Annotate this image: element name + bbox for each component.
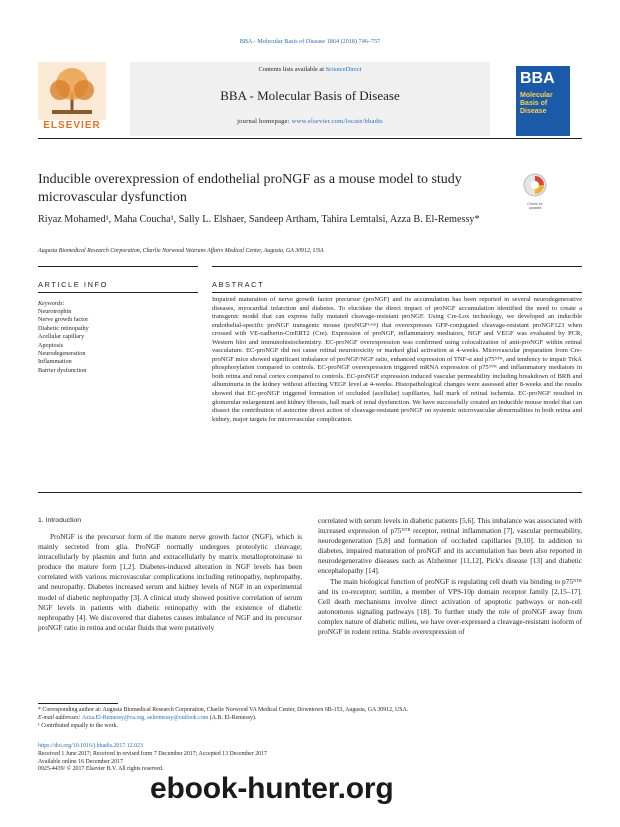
paragraph: correlated with serum levels in diabetic patients [5,6]. This imbalance was associated with increased expression of p75ᴺᵀᴿ receptor, retinal inflammation [7], vascular permeability, neurodegeneration [5,8] and formation of occluded capillaries [9,10]. In addition to diabetes, impaired maturation of proNGF and its accumulation has been also reported in neurodegenerative diseases such as Alzheimer [11,12], Pick's disease [13] and diabetic encephalopathy [14].: [318, 516, 582, 576]
received-dates: Received 1 June 2017; Received in revised form 7 December 2017; Accepted 13 December 2017: [38, 750, 268, 757]
contents-prefix: Contents lists available at: [258, 66, 326, 73]
crossmark-badge[interactable]: [521, 173, 549, 210]
abstract-top-divider: [212, 292, 582, 293]
abstract-heading: ABSTRACT: [212, 280, 265, 289]
footnote-divider: [38, 703, 118, 704]
crossmark-label: Check for updates: [527, 202, 543, 210]
body-column-right: [318, 516, 582, 637]
elsevier-tree-icon: [38, 62, 106, 120]
homepage-link[interactable]: www.elsevier.com/locate/bbadis: [291, 118, 383, 125]
journal-masthead: [130, 62, 490, 136]
watermark-text: ebook-hunter.org: [150, 772, 394, 805]
email-owner: (A.B. El-Remessy).: [208, 715, 257, 721]
corresponding-author-note: * Corresponding author at: Augusta Biomedical Research Corporation, Charlie Norwood VA Medical Center, Downtown 6B-153, Augusta, GA 30912, USA.: [38, 707, 409, 713]
keyword: Inflammation: [38, 358, 72, 366]
publication-info: [38, 743, 338, 774]
journal-header: [38, 62, 582, 139]
body-column-left: [38, 532, 302, 633]
keywords-list: [38, 308, 188, 375]
cover-title: BBA: [520, 70, 555, 87]
keywords-label: Keywords:: [38, 300, 65, 307]
sciencedirect-link[interactable]: ScienceDirect: [325, 66, 362, 73]
keyword: Apoptosis: [38, 341, 64, 349]
section-title-introduction: 1. Introduction: [38, 517, 82, 524]
keyword: Nerve growth factor: [38, 316, 89, 324]
paragraph: The main biological function of proNGF is regulating cell death via binding to p75ᴺᵀᴿ and its co-receptor; sortilin, a member of VPS-10p domain receptor family [2,15–17]. Cell death mechanisms involve direct activation of apoptotic pathways or non-cell autonomous signaling pathways [18]. To further study the role of proNGF away from complex nature of diabetic milieu, we have over-expressed a cleavage-resistant isoform of proNGF in rodent retina. Stable overexpression of: [318, 576, 582, 637]
keyword: Acellular capillary: [38, 333, 85, 341]
homepage-prefix: journal homepage:: [237, 118, 292, 125]
doi-link[interactable]: https://doi.org/10.1016/j.bbadis.2017.12.023: [38, 743, 143, 749]
journal-cover[interactable]: [516, 66, 570, 136]
abstract-bottom-divider: [38, 492, 582, 493]
article-info-heading: ARTICLE INFO: [38, 280, 108, 289]
article-info-divider: [38, 266, 198, 267]
publisher-logo-text: ELSEVIER: [43, 120, 101, 131]
keyword: Barrier dysfunction: [38, 366, 87, 374]
keyword: Neurodegeneration: [38, 350, 86, 358]
journal-title: BBA - Molecular Basis of Disease: [220, 88, 400, 103]
article-title: Inducible overexpression of endothelial proNGF as a mouse model to study microvascular dysfunction: [38, 172, 462, 205]
elsevier-logo[interactable]: [38, 62, 106, 132]
email-note: [38, 715, 582, 723]
email-label: E-mail addresses:: [38, 715, 82, 721]
keywords-divider: [38, 292, 198, 293]
homepage-line: [130, 118, 490, 125]
email-links[interactable]: Azza.El-Remessy@va.org, aelremessy@outlook.com: [81, 715, 209, 721]
abstract-text: Impaired maturation of nerve growth factor precursor (proNGF) and its accumulation has been reported in several neurodegenerative diseases, myocardial infarction and diabetes. To elucidate the direct impact of proNGF accumulation identified the need to create a transgenic model that can express fully mutated cleavage-resistant proNGF. Using Cre-Lox technology, we developed an inducible endothelial-specific proNGF transgenic mouse (proNGFᴸᵒˣᵖ) that overexpresses GFP-conjugated cleavage-resistant proNGF123 when crossed with VE-cadherin-CreERT2 (Cre). Expression of proNGF, inflammatory mediators, NGF and VEGF was evaluated by PCR, Western blot and immunohistochemistry. EC-proNGF overexpression was confirmed using colocalization of anti-proNGF within retinal vasculature. EC-proNGF did not cause retinal neurotoxicity or marked glial activation at 4-weeks. Microvascular preparation from Cre-proNGF mice showed significant imbalance of proNGF/NGF ratio, enhanced expression of TNF-α and p75ᴺᵀᴿ, and tendency to impair TrkA phosphorylation compared to controls. EC-proNGF overexpression triggered mRNA expression of p75ᴺᵀᴿ and inflammatory mediators in both retina and renal cortex compared to controls. EC-proNGF expression induced vascular permeability including breakdown of BRB and albuminuria in the kidney without affecting VEGF level at 4-weeks. Histopathological changes were assessed after 8-weeks and the results showed that EC-proNGF triggered formation of occluded (acellular) capillaries, hall mark of retinal ischemia. EC-proNGF resulted in glomerular enlargement and kidney fibrosis, hall mark of renal dysfunction. We have successfully created an inducible mouse model that can dissect the contribution of autocrine direct action of cleavage-resistant proNGF on systemic microvascular abnormalities in both retina and kidney, major targets for microvascular complication.: [212, 296, 582, 423]
cover-subtitle: Molecular Basis of Disease: [520, 92, 553, 115]
keyword: Diabetic retinopathy: [38, 324, 89, 332]
crossmark-icon: [521, 173, 549, 197]
abstract-divider: [212, 266, 582, 267]
contents-line: [130, 66, 490, 73]
affiliation: Augusta Biomedical Research Corporation, Charlie Norwood Veterans Affairs Medical Center, Augusta, GA 30912, USA: [38, 248, 324, 254]
copyright: 0925-4439/ © 2017 Elsevier B.V. All rights reserved.: [38, 766, 164, 773]
keyword: Neurotrophin: [38, 308, 72, 315]
journal-reference[interactable]: BBA - Molecular Basis of Disease 1864 (2018) 746–757: [239, 38, 381, 45]
paragraph: ProNGF is the precursor form of the mature nerve growth factor (NGF), which is mainly secreted from glia. ProNGF normally undergoes proteolytic cleavage; intracellularly by plasmin and furin and extracellularly by matrix metalloproteinase to produce the mature form [1,2]. Diabetes-induced alteration in NGF levels has been correlated with various microvascular complications including retinopathy, nephropathy, and neuropathy. Diabetes increased serum and kidney levels of NGF in an experimental model of diabetic nephropathy [3]. A clinical study showed positive correlation of serum NGF levels in patients with diabetic retinopathy with the existence of diabetic nephropathy [4]. We discovered that diabetes causes imbalance of NGF and its precursor proNGF ratio in retina and ocular fluids that were putatively: [38, 532, 302, 632]
equal-contribution-note: ¹ Contributed equally to the work.: [38, 723, 118, 729]
author-list: Riyaz Mohamed¹, Maha Coucha¹, Sally L. Elshaer, Sandeep Artham, Tahira Lemtalsi, Azza B. El-Remessy*: [38, 214, 480, 225]
online-date: Available online 16 December 2017: [38, 758, 123, 765]
